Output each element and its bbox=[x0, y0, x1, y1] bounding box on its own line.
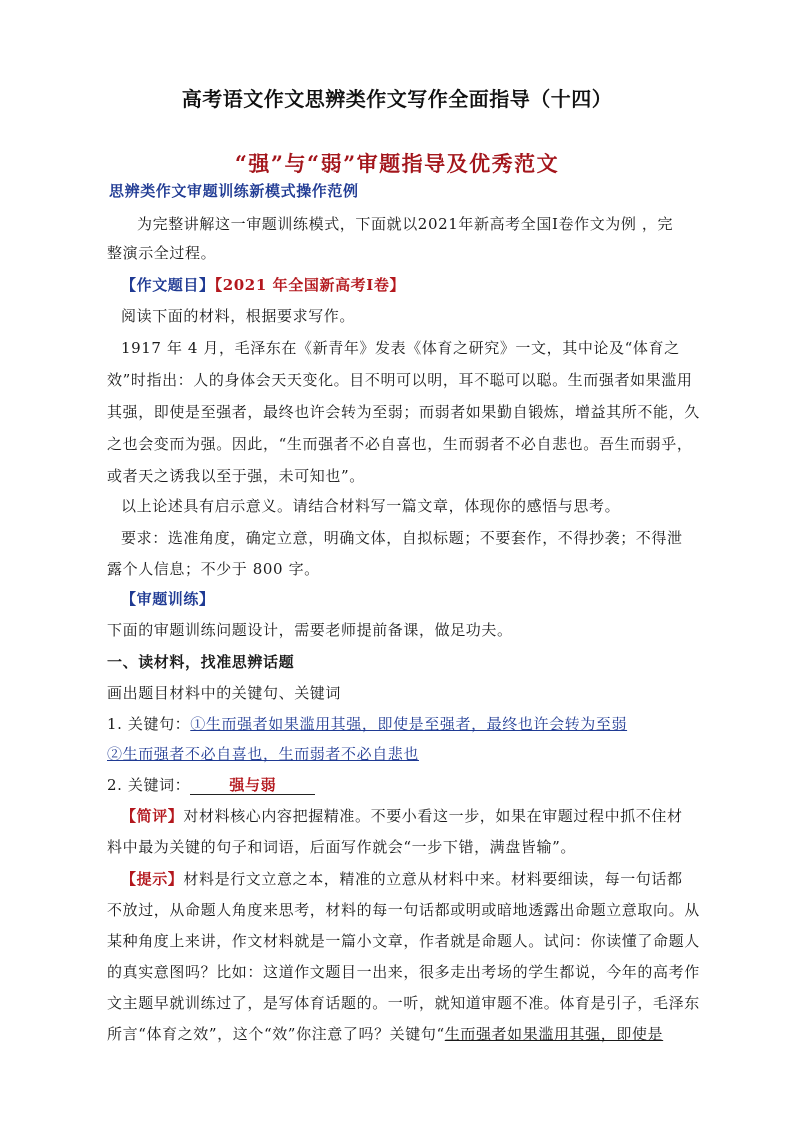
topic-heading bbox=[121, 275, 405, 295]
comment-line: 料中最为关键的句子和词语，后面写作就会“一步下错，满盘皆输”。 bbox=[107, 838, 576, 856]
key-word-label: 2. 关键词： bbox=[107, 776, 191, 794]
material-line: 或者天之诱我以至于强，未可知也”。 bbox=[107, 467, 365, 485]
material-line: 效”时指出：人的身体会天天变化。目不明可以明，耳不聪可以聪。生而强者如果滥用 bbox=[107, 371, 693, 389]
material-line: 1917 年 4 月，毛泽东在《新青年》发表《体育之研究》一文，其中论及“体育之 bbox=[121, 339, 680, 357]
intro-line: 整演示全过程。 bbox=[107, 244, 217, 262]
tip-line bbox=[121, 869, 683, 889]
prompt-line: 以上论述具有启示意义。请结合材料写一篇文章，体现你的感悟与思考。 bbox=[121, 497, 621, 515]
key-sentence-label: 1. 关键句： bbox=[107, 715, 191, 733]
key-sentence-row bbox=[107, 744, 419, 764]
tip-line bbox=[107, 1024, 663, 1044]
tip-tag: 【提示】 bbox=[121, 870, 184, 888]
section-heading: 思辨类作文审题训练新模式操作范例 bbox=[109, 182, 359, 200]
key-sentence-row bbox=[107, 714, 627, 734]
comment-line bbox=[121, 806, 683, 826]
training-intro: 下面的审题训练问题设计，需要老师提前备课，做足功夫。 bbox=[107, 621, 513, 639]
training-tag: 【审题训练】 bbox=[121, 590, 215, 608]
page-title: 高考语文作文思辨类作文写作全面指导（十四） bbox=[181, 87, 613, 111]
key-word-row bbox=[107, 775, 315, 795]
tip-line: 文主题早就训练过了，是写体育话题的。一听，就知道审题不准。体育是引子，毛泽东 bbox=[107, 994, 700, 1012]
key-word-blank: 强与弱 bbox=[190, 776, 315, 795]
step-heading: 一、读材料，找准思辨话题 bbox=[107, 653, 295, 671]
tip-underlined: 生而强者如果滥用其强，即使是 bbox=[444, 1025, 664, 1043]
comment-tag: 【简评】 bbox=[121, 807, 184, 825]
instruction-line: 阅读下面的材料，根据要求写作。 bbox=[121, 307, 356, 325]
material-line: 之也会变而为强。因此，“生而强者不必自喜也，生而弱者不必自悲也。吾生而弱乎， bbox=[107, 435, 693, 453]
tip-text: 材料是行文立意之本，精准的立意从材料中来。材料要细读，每一句话都 bbox=[183, 870, 683, 888]
intro-line: 为完整讲解这一审题训练模式，下面就以2021年新高考全国Ⅰ卷作文为例 ，完 bbox=[137, 215, 674, 233]
tip-line: 的真实意图吗？比如：这道作文题目一出来，很多走出考场的学生都说，今年的高考作 bbox=[107, 963, 700, 981]
key-sentence-1: ①生而强者如果滥用其强，即使是至强者，最终也许会转为至弱 bbox=[190, 715, 628, 733]
comment-text: 对材料核心内容把握精准。不要小看这一步，如果在审题过程中抓不住材 bbox=[183, 807, 683, 825]
requirement-line: 要求：选准角度，确定立意，明确文体，自拟标题；不要套作，不得抄袭；不得泄 bbox=[121, 529, 683, 547]
step-description: 画出题目材料中的关键句、关键词 bbox=[107, 684, 342, 702]
topic-tag: 【作文题目】 bbox=[121, 276, 215, 294]
requirement-line: 露个人信息；不少于 800 字。 bbox=[107, 560, 320, 578]
tip-line: 不放过，从命题人角度来思考，材料的每一句话都或明或暗地透露出命题立意取向。从 bbox=[107, 901, 700, 919]
page-subtitle: “强”与“弱”审题指导及优秀范文 bbox=[234, 151, 560, 176]
topic-source: 【2021 年全国新高考Ⅰ卷】 bbox=[214, 276, 406, 294]
tip-line: 某种角度上来讲，作文材料就是一篇小文章，作者就是命题人。试问：你读懂了命题人 bbox=[107, 932, 700, 950]
key-sentence-2: ②生而强者不必自喜也，生而弱者不必自悲也 bbox=[107, 745, 420, 763]
material-line: 其强，即使是至强者，最终也许会转为至弱；而弱者如果勤自锻炼，增益其所不能，久 bbox=[107, 403, 700, 421]
tip-text: 所言“体育之效”，这个“效”你注意了吗？关键句“ bbox=[107, 1025, 445, 1043]
